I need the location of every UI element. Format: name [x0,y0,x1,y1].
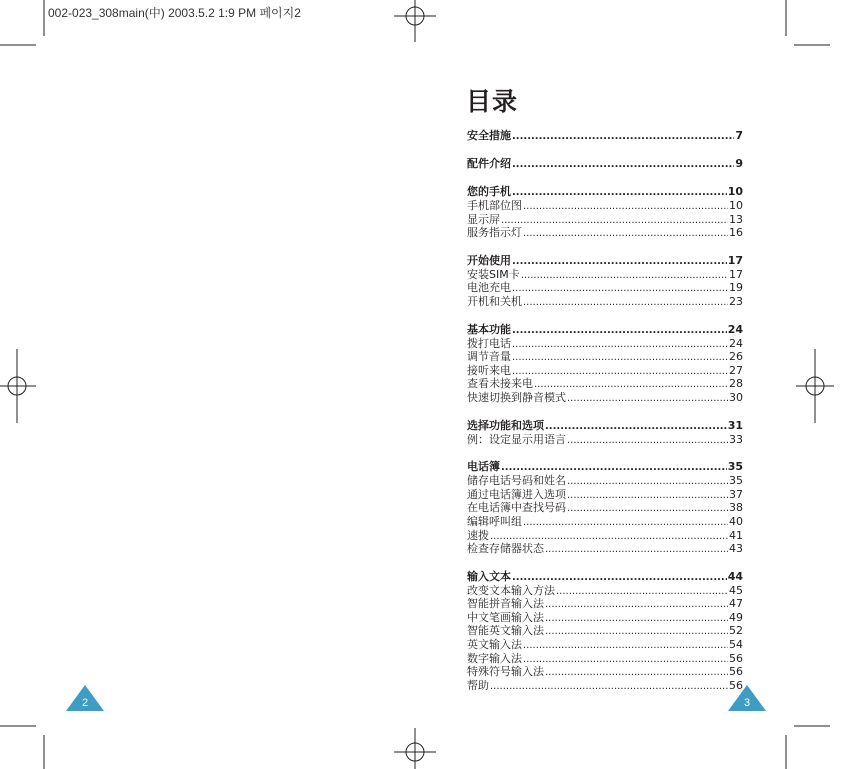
toc-page-number: 24 [729,336,743,350]
right-page-number: 3 [743,697,751,709]
toc-entry-title: 服务指示灯 [467,226,522,240]
toc-page-number: 41 [729,528,743,542]
toc-entry[interactable] [467,474,743,488]
dot-leader [501,460,727,475]
toc-entry[interactable] [467,281,743,295]
toc-section [467,459,743,556]
toc-page-number: 54 [729,638,743,652]
dot-leader [521,269,728,283]
dot-leader [567,489,728,503]
toc-chapter-entry[interactable] [467,569,743,584]
toc-chapter-entry[interactable] [467,253,743,268]
toc-page-number: 37 [729,487,743,501]
toc-page-number: 35 [727,460,743,474]
registration-mark-left [0,349,36,423]
toc-entry[interactable] [467,611,743,625]
dot-leader [567,392,728,406]
toc-entry[interactable] [467,433,743,447]
toc-entry[interactable] [467,350,743,364]
toc-chapter-entry[interactable] [467,184,743,199]
toc-page-number: 7 [735,129,743,142]
toc-page-number: 49 [729,610,743,624]
dot-leader [512,129,734,144]
toc-chapter-entry[interactable] [467,322,743,337]
dot-leader [523,516,728,530]
toc-page-number: 44 [727,569,743,583]
toc-entry[interactable] [467,515,743,529]
dot-leader [545,625,728,639]
toc-section [467,184,743,240]
toc-chapter-title: 开始使用 [467,253,511,267]
toc-page-number: 24 [727,322,743,336]
toc-entry-title: 检查存储器状态 [467,542,544,556]
toc-entry-title: 编辑呼叫组 [467,514,522,528]
registration-mark-right [796,349,834,423]
toc-entry-title: 快速切换到静音模式 [467,390,566,404]
toc-entry-title: 例：设定显示用语言 [467,432,566,446]
toc-page-number: 56 [729,651,743,665]
toc-page-number: 16 [729,226,743,240]
toc-entry[interactable] [467,652,743,666]
toc-chapter-title: 配件介绍 [467,157,511,170]
toc-section [467,569,743,693]
toc-entry-title: 中文笔画输入法 [467,610,544,624]
table-of-contents [467,128,743,705]
toc-entry-title: 通过电话簿进入选项 [467,487,566,501]
toc-chapter-title: 输入文本 [467,569,511,583]
toc-page-number: 47 [729,597,743,611]
toc-entry-title: 电池充电 [467,281,511,295]
toc-page-number: 19 [729,281,743,295]
toc-chapter-title: 选择功能和选项 [467,418,544,432]
toc-entry-title: 手机部位图 [467,199,522,212]
toc-entry-title: 英文输入法 [467,638,522,652]
toc-entry-title: 查看未接来电 [467,377,533,391]
dot-leader [512,254,727,269]
dot-leader [523,296,728,310]
toc-entry-title: 拨打电话 [467,336,511,350]
toc-page-number: 35 [729,474,743,488]
toc-entry[interactable] [467,199,743,213]
toc-page-number: 17 [727,253,743,267]
page-title: 目录 [466,87,519,116]
toc-page-number: 23 [729,294,743,308]
dot-leader [545,612,728,626]
dot-leader [545,419,727,434]
toc-entry-title: 在电话簿中查找号码 [467,501,566,515]
dot-leader [512,365,728,379]
toc-entry-title: 安装SIM卡 [467,267,520,281]
toc-page-number: 43 [729,542,743,556]
toc-entry-title: 数字输入法 [467,651,522,665]
dot-leader [534,378,728,392]
toc-page-number: 40 [729,514,743,528]
toc-entry[interactable] [467,624,743,638]
toc-page-number: 26 [729,350,743,364]
left-page-number: 2 [81,697,89,709]
toc-entry-title: 显示屏 [467,212,500,226]
dot-leader [523,653,728,667]
left-page-number-badge [66,685,104,715]
toc-entry-title: 接听来电 [467,363,511,377]
toc-chapter-title: 安全措施 [467,129,511,142]
right-page-number-badge [728,685,766,715]
toc-entry[interactable] [467,337,743,351]
toc-entry[interactable] [467,226,743,240]
toc-entry[interactable] [467,501,743,515]
dot-leader [512,351,728,365]
toc-entry-title: 特殊符号输入法 [467,665,544,679]
toc-entry[interactable] [467,488,743,502]
toc-section [467,156,743,171]
dot-leader [523,639,728,653]
print-header: 002-023_308main(中) 2003.5.2 1:9 PM 페이지2 [48,6,301,20]
dot-leader [567,502,728,516]
toc-entry-title: 智能英文输入法 [467,624,544,638]
toc-entry[interactable] [467,268,743,282]
toc-chapter-entry[interactable] [467,418,743,433]
dot-leader [545,598,728,612]
toc-entry-title: 开机和关机 [467,294,522,308]
registration-mark-top [394,0,436,42]
toc-entry[interactable] [467,213,743,227]
dot-leader [512,185,727,200]
toc-section [467,128,743,143]
toc-chapter-title: 电话簿 [467,460,500,474]
toc-page-number: 28 [729,377,743,391]
dot-leader [512,570,727,585]
toc-chapter-entry[interactable] [467,156,743,171]
toc-page-number: 33 [729,432,743,446]
dot-leader [523,227,728,241]
toc-chapter-title: 您的手机 [467,185,511,198]
toc-section [467,253,743,309]
toc-entry[interactable] [467,364,743,378]
toc-page-number: 9 [735,157,743,170]
dot-leader [512,282,728,296]
toc-entry-title: 调节音量 [467,350,511,364]
toc-entry-title: 速拨 [467,528,489,542]
dot-leader [545,543,728,557]
toc-entry-title: 改变文本输入方法 [467,583,555,597]
toc-page-number: 17 [729,267,743,281]
toc-entry[interactable] [467,377,743,391]
toc-page-number: 13 [729,212,743,226]
toc-page-number: 52 [729,624,743,638]
toc-section [467,322,743,405]
toc-page-number: 27 [729,363,743,377]
toc-chapter-entry[interactable] [467,128,743,143]
toc-chapter-entry[interactable] [467,459,743,474]
toc-entry-title: 储存电话号码和姓名 [467,474,566,488]
dot-leader [567,475,728,489]
toc-page-number: 56 [729,678,743,692]
toc-entry[interactable] [467,391,743,405]
toc-page-number: 10 [729,199,743,212]
toc-page-number: 56 [729,665,743,679]
toc-entry[interactable] [467,295,743,309]
toc-entry[interactable] [467,638,743,652]
dot-leader [501,214,728,228]
dot-leader [490,680,728,694]
toc-section [467,418,743,447]
toc-entry[interactable] [467,584,743,598]
dot-leader [512,338,728,352]
dot-leader [556,585,728,599]
registration-mark-bottom [394,728,436,769]
toc-page-number: 10 [727,185,743,198]
toc-entry[interactable] [467,529,743,543]
toc-entry[interactable] [467,542,743,556]
toc-page-number: 30 [729,390,743,404]
dot-leader [512,323,727,338]
dot-leader [545,666,728,680]
dot-leader [512,157,734,172]
toc-entry[interactable] [467,597,743,611]
toc-chapter-title: 基本功能 [467,322,511,336]
toc-entry-title: 帮助 [467,678,489,692]
dot-leader [523,200,728,214]
dot-leader [567,434,728,448]
toc-entry-title: 智能拼音输入法 [467,597,544,611]
toc-page-number: 45 [729,583,743,597]
toc-entry[interactable] [467,679,743,693]
toc-page-number: 38 [729,501,743,515]
toc-entry[interactable] [467,665,743,679]
toc-page-number: 31 [727,418,743,432]
